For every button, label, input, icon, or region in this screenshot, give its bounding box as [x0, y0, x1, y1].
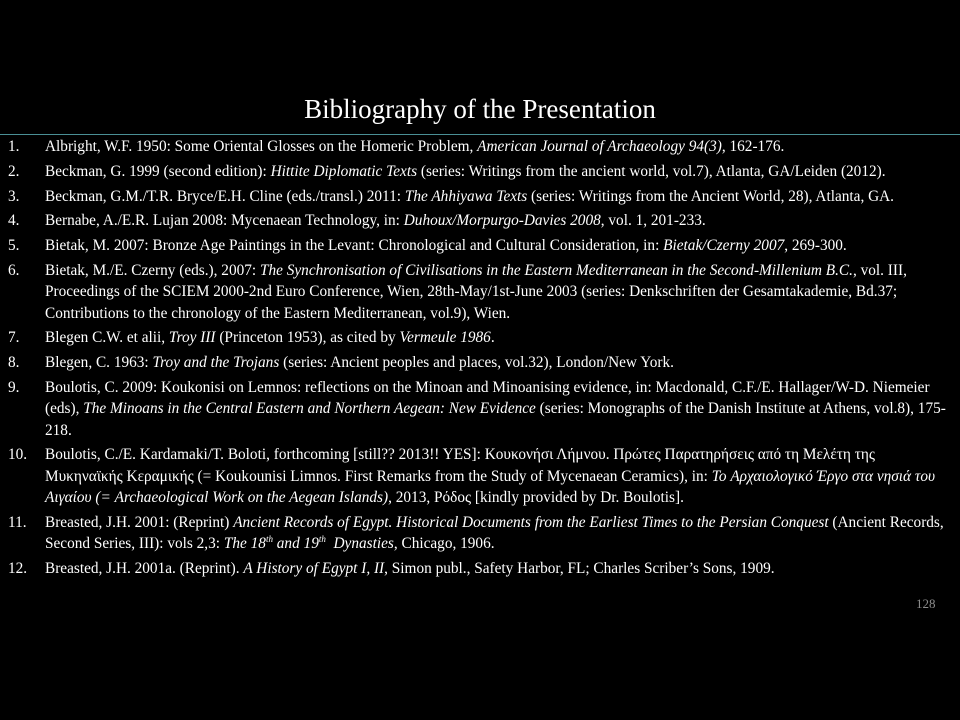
citation-title: The Minoans in the Central Eastern and Northern Aegean: New Evidence — [83, 400, 536, 418]
list-item — [0, 157, 960, 182]
citation-text: . — [490, 329, 495, 347]
citation-title: Ancient Records of Egypt. Historical Documents from the Earliest Times to the Persian Conquest — [233, 513, 829, 531]
citation-text: (Ancient Records, Second Series, III): vols 2,3: — [45, 513, 944, 553]
citation-title: To Αρχαιολογικό Έργο στα νησιά του Αιγαίου (= Archaeological Work on the Aegean Islands) — [45, 467, 935, 506]
citation-text: Blegen, C. 1963: — [45, 354, 153, 372]
citation-title: The 18 — [223, 535, 266, 553]
item-number: 12. — [8, 559, 28, 577]
list-item — [0, 554, 960, 579]
slide-number: 128 — [916, 596, 936, 611]
list-item — [0, 508, 960, 554]
citation-text: (Princeton 1953), as cited by — [215, 329, 400, 347]
citation-text: , 162-176. — [721, 138, 785, 155]
citation-text: , Simon publ., Safety Harbor, FL; Charles Scriber’s Sons, 1909. — [384, 559, 775, 577]
citation-title: Dynasties — [325, 535, 394, 553]
citation-text: , 2013, Ρόδος [kindly provided by Dr. Boulotis]. — [388, 488, 684, 506]
item-number: 1. — [8, 138, 20, 155]
slide-title: Bibliography of the Presentation — [304, 94, 656, 124]
citation-text: Bietak, M. 2007: Bronze Age Paintings in the Levant: Chronological and Cultural Consideration, in: — [45, 237, 664, 255]
list-item — [0, 136, 960, 157]
item-number: 2. — [8, 162, 20, 180]
citation-text: Bietak, M./E. Czerny (eds.), 2007: — [45, 261, 260, 279]
citation-title: Duhoux/Morpurgo-Davies 2008 — [403, 212, 601, 230]
item-number: 3. — [8, 187, 20, 205]
list-item — [0, 256, 960, 323]
item-number: 9. — [8, 378, 20, 396]
item-number: 8. — [8, 354, 20, 372]
citation-title: Troy and the Trojans — [152, 354, 280, 372]
citation-title: and 19 — [272, 535, 319, 553]
list-item — [0, 441, 960, 508]
citation-title: A History of Egypt I, II — [243, 559, 385, 577]
bibliography-list — [0, 136, 960, 579]
citation-text: Blegen C.W. et alii, — [45, 329, 169, 347]
citation-title: American Journal of Archaeology 94(3) — [477, 138, 722, 155]
citation-text: , 269-300. — [784, 237, 847, 255]
citation-title: Troy III — [168, 329, 216, 347]
citation-text: (series: Ancient peoples and places, vol.32), London/New York. — [279, 354, 674, 372]
citation-title: Hittite Diplomatic Texts — [270, 162, 418, 180]
citation-text: Boulotis, C. 2009: Koukonisi on Lemnos: reflections on the Minoan and Minoanising evidence, in: Macdonald, C.F./E. Hallager/W-D. Niemeier (eds), — [45, 378, 930, 418]
citation-text: Albright, W.F. 1950: Some Oriental Glosses on the Homeric Problem, — [45, 138, 478, 155]
item-number: 4. — [8, 212, 20, 230]
citation-text: , vol. 1, 201-233. — [600, 212, 706, 230]
item-number: 5. — [8, 237, 20, 255]
citation-text: Boulotis, C./E. Kardamaki/T. Boloti, forthcoming [still?? 2013!! YES]: Κουκονήσι Λήμνου. Πρώτες Παρατηρήσεις από τη Μελέτη της Μυκηναϊκής Κεραμικής (= Koukounisi Limnos. First Remarks from the Study of Mycenaean Ceramics), in: — [45, 446, 875, 485]
item-number: 6. — [8, 261, 20, 279]
title-divider — [0, 134, 960, 135]
citation-title: Bietak/Czerny 2007 — [663, 237, 785, 255]
citation-text: Beckman, G. 1999 (second edition): — [45, 162, 271, 180]
list-item — [0, 324, 960, 349]
superscript: th — [318, 533, 326, 544]
citation-text: Beckman, G.M./T.R. Bryce/E.H. Cline (eds./transl.) 2011: — [45, 187, 405, 205]
citation-text: Bernabe, A./E.R. Lujan 2008: Mycenaean Technology, in: — [45, 212, 404, 230]
list-item — [0, 349, 960, 374]
citation-text: , Chicago, 1906. — [393, 535, 495, 553]
citation-title: The Ahhiyawa Texts — [404, 187, 528, 205]
citation-title: The Synchronisation of Civilisations in the Eastern Mediterranean in the Second-Millenium B.C. — [259, 261, 853, 279]
citation-text: , vol. III, Proceedings of the SCIEM 2000-2nd Euro Conference, Wien, 28th-May/1st-June 2003 (series: Denkschriften der Gesamtakademie, Bd.37; Contributions to the chronology of the Eastern Mediterranean, vol.9), Wien. — [45, 261, 907, 322]
citation-text: (series: Writings from the ancient world, vol.7), Atlanta, GA/Leiden (2012). — [417, 162, 886, 180]
list-item — [0, 232, 960, 257]
citation-text: (series: Monographs of the Danish Institute at Athens, vol.8), 175-218. — [45, 400, 946, 439]
item-number: 7. — [8, 329, 20, 347]
item-number: 11. — [8, 513, 27, 531]
list-item — [0, 373, 960, 440]
superscript: th — [265, 533, 273, 544]
citation-title: Vermeule 1986 — [399, 329, 491, 347]
citation-text: Breasted, J.H. 2001: (Reprint) — [45, 513, 234, 531]
item-number: 10. — [8, 446, 28, 464]
citation-text: Breasted, J.H. 2001a. (Reprint). — [45, 559, 244, 577]
citation-text: (series: Writings from the Ancient World, 28), Atlanta, GA. — [527, 187, 895, 205]
list-item — [0, 182, 960, 207]
list-item — [0, 207, 960, 232]
